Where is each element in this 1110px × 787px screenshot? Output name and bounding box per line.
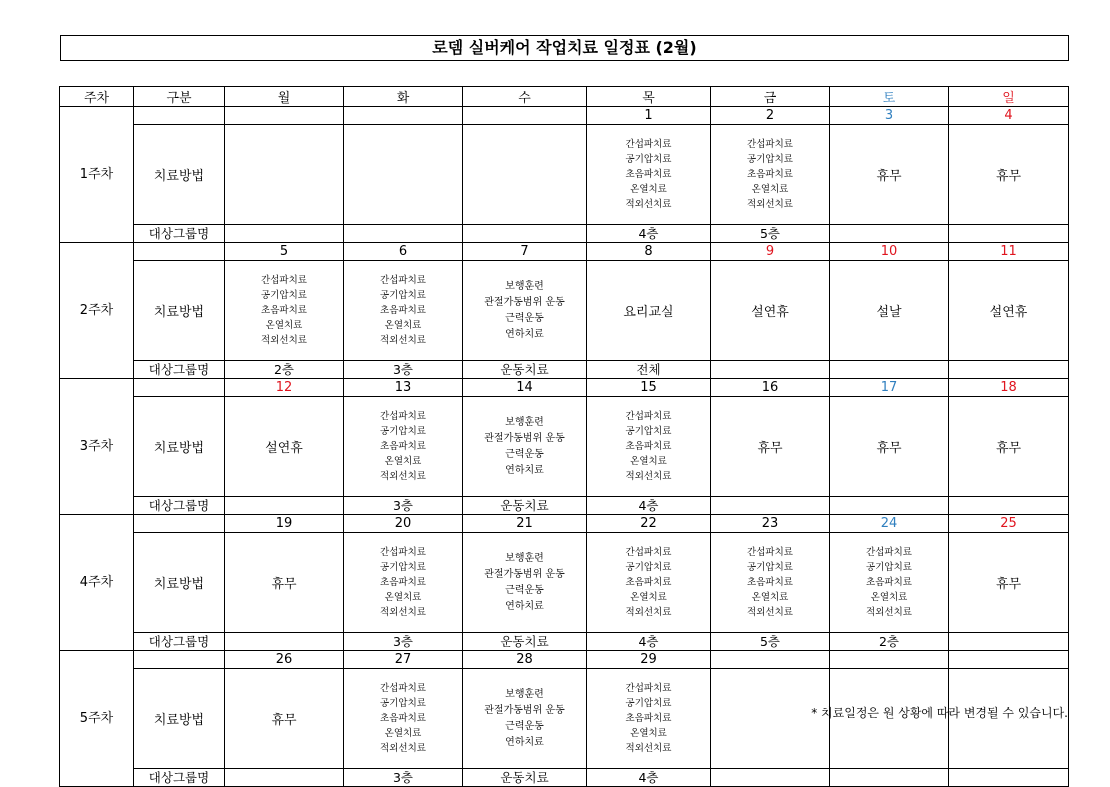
method-label: 치료방법 — [134, 397, 225, 497]
date-cell: 5 — [225, 243, 344, 261]
therapy-item: 간섭파치료 — [380, 683, 426, 694]
date-cell: 25 — [949, 515, 1069, 533]
group-label: 대상그룹명 — [134, 361, 225, 379]
therapy-item: 공기압치료 — [380, 426, 426, 437]
week-group-row — [60, 497, 1069, 515]
therapy-item: 보행훈련 — [505, 416, 544, 428]
group-cell — [830, 497, 949, 515]
therapy-item: 관절가동범위 운동 — [484, 568, 565, 580]
method-cell: 휴무 — [711, 397, 830, 497]
date-cell — [711, 651, 830, 669]
therapy-item: 연하치료 — [505, 736, 544, 748]
group-cell — [830, 361, 949, 379]
therapy-item: 온열치료 — [630, 184, 667, 195]
group-cell: 운동치료 — [463, 361, 587, 379]
therapy-item: 연하치료 — [505, 328, 544, 340]
method-label: 치료방법 — [134, 533, 225, 633]
method-cell — [463, 397, 587, 497]
therapy-item: 보행훈련 — [505, 280, 544, 292]
date-cell: 18 — [949, 379, 1069, 397]
date-row-category — [134, 379, 225, 397]
schedule-table — [59, 86, 1069, 787]
week-date-row — [60, 107, 1069, 125]
therapy-item: 보행훈련 — [505, 688, 544, 700]
therapy-item: 초음파치료 — [625, 713, 672, 724]
date-cell: 27 — [344, 651, 463, 669]
method-cell — [463, 125, 587, 225]
method-cell: 설연휴 — [949, 261, 1069, 361]
therapy-item: 연하치료 — [505, 600, 544, 612]
therapy-item: 간섭파치료 — [380, 547, 426, 558]
therapy-item: 공기압치료 — [747, 562, 793, 573]
week-date-row — [60, 515, 1069, 533]
therapy-item: 공기압치료 — [380, 698, 426, 709]
group-cell: 3층 — [344, 361, 463, 379]
group-cell — [225, 633, 344, 651]
method-cell — [344, 261, 463, 361]
therapy-item: 적외선치료 — [625, 199, 672, 210]
header-week: 주차 — [60, 87, 134, 107]
method-cell — [344, 397, 463, 497]
date-cell: 21 — [463, 515, 587, 533]
date-cell: 12 — [225, 379, 344, 397]
header-sun: 일 — [949, 87, 1069, 107]
week-date-row — [60, 243, 1069, 261]
therapy-item: 초음파치료 — [380, 713, 426, 724]
week-label: 1주차 — [60, 107, 134, 243]
header-wed: 수 — [463, 87, 587, 107]
group-label: 대상그룹명 — [134, 225, 225, 243]
header-mon: 월 — [225, 87, 344, 107]
therapy-item: 적외선치료 — [380, 743, 426, 754]
date-cell: 6 — [344, 243, 463, 261]
group-cell: 전체 — [587, 361, 711, 379]
therapy-item: 공기압치료 — [261, 290, 307, 301]
date-cell — [225, 107, 344, 125]
therapy-item: 관절가동범위 운동 — [484, 432, 565, 444]
header-tue: 화 — [344, 87, 463, 107]
date-cell: 4 — [949, 107, 1069, 125]
therapy-item: 간섭파치료 — [261, 275, 307, 286]
method-cell: 휴무 — [830, 397, 949, 497]
group-cell: 5층 — [711, 633, 830, 651]
therapy-item: 온열치료 — [751, 592, 789, 603]
method-cell — [225, 261, 344, 361]
week-label: 5주차 — [60, 651, 134, 787]
therapy-item: 초음파치료 — [380, 441, 426, 452]
therapy-item: 초음파치료 — [261, 305, 307, 316]
group-cell — [463, 225, 587, 243]
method-cell — [344, 669, 463, 769]
date-cell: 15 — [587, 379, 711, 397]
method-cell — [587, 669, 711, 769]
method-cell — [711, 125, 830, 225]
week-group-row — [60, 361, 1069, 379]
week-label: 2주차 — [60, 243, 134, 379]
group-cell: 운동치료 — [463, 769, 587, 787]
date-cell: 2 — [711, 107, 830, 125]
week-label: 3주차 — [60, 379, 134, 515]
method-cell — [711, 533, 830, 633]
date-cell: 29 — [587, 651, 711, 669]
week-method-row — [60, 125, 1069, 225]
date-cell: 10 — [830, 243, 949, 261]
therapy-item: 초음파치료 — [625, 577, 672, 588]
week-method-row — [60, 261, 1069, 361]
therapy-item: 간섭파치료 — [625, 411, 672, 422]
therapy-item: 공기압치료 — [625, 698, 672, 709]
method-cell — [344, 533, 463, 633]
page-title: 로뎀 실버케어 작업치료 일정표 (2월) — [60, 35, 1069, 61]
group-cell: 운동치료 — [463, 633, 587, 651]
therapy-item: 공기압치료 — [625, 562, 672, 573]
method-cell — [830, 533, 949, 633]
method-cell: 요리교실 — [587, 261, 711, 361]
therapy-item: 온열치료 — [265, 320, 303, 331]
therapy-item: 초음파치료 — [380, 577, 426, 588]
therapy-item: 간섭파치료 — [747, 139, 793, 150]
therapy-item: 적외선치료 — [380, 607, 426, 618]
therapy-item: 적외선치료 — [380, 335, 426, 346]
therapy-item: 초음파치료 — [866, 577, 912, 588]
week-date-row — [60, 379, 1069, 397]
group-cell: 3층 — [344, 633, 463, 651]
date-cell: 1 — [587, 107, 711, 125]
header-fri: 금 — [711, 87, 830, 107]
therapy-item: 온열치료 — [630, 592, 667, 603]
therapy-item: 적외선치료 — [380, 471, 426, 482]
method-label: 치료방법 — [134, 261, 225, 361]
date-cell: 28 — [463, 651, 587, 669]
therapy-item: 적외선치료 — [261, 335, 307, 346]
therapy-item: 근력운동 — [505, 720, 544, 732]
method-cell: 휴무 — [225, 669, 344, 769]
therapy-item: 초음파치료 — [747, 577, 793, 588]
group-cell — [949, 633, 1069, 651]
therapy-item: 온열치료 — [870, 592, 908, 603]
group-cell — [949, 225, 1069, 243]
therapy-item: 온열치료 — [384, 456, 422, 467]
group-cell: 5층 — [711, 225, 830, 243]
group-cell: 2층 — [225, 361, 344, 379]
therapy-item: 공기압치료 — [380, 562, 426, 573]
method-cell: 휴무 — [949, 533, 1069, 633]
therapy-item: 간섭파치료 — [625, 683, 672, 694]
date-cell — [344, 107, 463, 125]
method-cell — [587, 125, 711, 225]
method-cell: 휴무 — [949, 397, 1069, 497]
method-cell — [587, 397, 711, 497]
group-cell: 4층 — [587, 769, 711, 787]
therapy-item: 보행훈련 — [505, 552, 544, 564]
method-label: 치료방법 — [134, 669, 225, 769]
therapy-item: 간섭파치료 — [747, 547, 793, 558]
therapy-item: 공기압치료 — [380, 290, 426, 301]
therapy-item: 온열치료 — [751, 184, 789, 195]
method-cell: 휴무 — [225, 533, 344, 633]
therapy-item: 근력운동 — [505, 584, 544, 596]
header-thu: 목 — [587, 87, 711, 107]
date-cell: 11 — [949, 243, 1069, 261]
group-cell: 4층 — [587, 497, 711, 515]
date-cell: 24 — [830, 515, 949, 533]
therapy-item: 간섭파치료 — [625, 139, 672, 150]
therapy-item: 초음파치료 — [380, 305, 426, 316]
therapy-item: 온열치료 — [630, 456, 667, 467]
group-cell: 4층 — [587, 225, 711, 243]
week-date-row — [60, 651, 1069, 669]
group-cell: 3층 — [344, 497, 463, 515]
therapy-item: 연하치료 — [505, 464, 544, 476]
therapy-item: 관절가동범위 운동 — [484, 704, 565, 716]
date-cell: 3 — [830, 107, 949, 125]
group-label: 대상그룹명 — [134, 497, 225, 515]
method-cell — [344, 125, 463, 225]
group-cell: 3층 — [344, 769, 463, 787]
method-cell — [587, 533, 711, 633]
group-cell — [711, 497, 830, 515]
therapy-item: 간섭파치료 — [625, 547, 672, 558]
group-cell — [225, 497, 344, 515]
header-sat: 토 — [830, 87, 949, 107]
therapy-item: 적외선치료 — [625, 743, 672, 754]
date-cell: 23 — [711, 515, 830, 533]
date-cell: 9 — [711, 243, 830, 261]
date-row-category — [134, 515, 225, 533]
group-cell — [949, 361, 1069, 379]
date-row-category — [134, 107, 225, 125]
date-cell: 16 — [711, 379, 830, 397]
therapy-item: 간섭파치료 — [380, 411, 426, 422]
group-cell: 4층 — [587, 633, 711, 651]
week-method-row — [60, 533, 1069, 633]
method-cell — [225, 125, 344, 225]
date-cell: 22 — [587, 515, 711, 533]
group-label: 대상그룹명 — [134, 633, 225, 651]
group-label: 대상그룹명 — [134, 769, 225, 787]
method-cell — [463, 533, 587, 633]
method-cell — [463, 669, 587, 769]
group-cell — [830, 225, 949, 243]
therapy-item: 공기압치료 — [866, 562, 912, 573]
therapy-item: 적외선치료 — [625, 471, 672, 482]
week-method-row — [60, 397, 1069, 497]
header-category: 구분 — [134, 87, 225, 107]
date-cell: 7 — [463, 243, 587, 261]
therapy-item: 온열치료 — [630, 728, 667, 739]
group-cell: 2층 — [830, 633, 949, 651]
group-cell — [344, 225, 463, 243]
method-label: 치료방법 — [134, 125, 225, 225]
therapy-item: 초음파치료 — [747, 169, 793, 180]
method-cell: 설연휴 — [711, 261, 830, 361]
therapy-item: 근력운동 — [505, 448, 544, 460]
therapy-item: 관절가동범위 운동 — [484, 296, 565, 308]
date-cell — [830, 651, 949, 669]
week-label: 4주차 — [60, 515, 134, 651]
group-cell — [225, 225, 344, 243]
date-cell: 20 — [344, 515, 463, 533]
date-row-category — [134, 651, 225, 669]
group-cell — [711, 361, 830, 379]
therapy-item: 공기압치료 — [625, 154, 672, 165]
method-cell — [463, 261, 587, 361]
group-cell — [949, 497, 1069, 515]
date-cell: 8 — [587, 243, 711, 261]
therapy-item: 초음파치료 — [625, 441, 672, 452]
method-cell: 설연휴 — [225, 397, 344, 497]
date-cell: 26 — [225, 651, 344, 669]
therapy-item: 적외선치료 — [866, 607, 912, 618]
therapy-item: 근력운동 — [505, 312, 544, 324]
date-cell: 17 — [830, 379, 949, 397]
therapy-item: 온열치료 — [384, 728, 422, 739]
therapy-item: 적외선치료 — [747, 199, 793, 210]
therapy-item: 간섭파치료 — [380, 275, 426, 286]
therapy-item: 간섭파치료 — [866, 547, 912, 558]
method-cell: 설날 — [830, 261, 949, 361]
method-cell: 휴무 — [830, 125, 949, 225]
therapy-item: 공기압치료 — [625, 426, 672, 437]
date-cell: 14 — [463, 379, 587, 397]
date-cell — [463, 107, 587, 125]
week-group-row — [60, 633, 1069, 651]
method-cell: 휴무 — [949, 125, 1069, 225]
therapy-item: 초음파치료 — [625, 169, 672, 180]
week-group-row — [60, 225, 1069, 243]
date-cell — [949, 651, 1069, 669]
therapy-item: 공기압치료 — [747, 154, 793, 165]
header-row — [60, 87, 1069, 107]
date-row-category — [134, 243, 225, 261]
therapy-item: 온열치료 — [384, 592, 422, 603]
therapy-item: 적외선치료 — [625, 607, 672, 618]
therapy-item: 적외선치료 — [747, 607, 793, 618]
date-cell: 19 — [225, 515, 344, 533]
group-cell: 운동치료 — [463, 497, 587, 515]
schedule-note: * 치료일정은 원 상황에 따라 변경될 수 있습니다. — [811, 706, 1068, 720]
therapy-item: 온열치료 — [384, 320, 422, 331]
date-cell: 13 — [344, 379, 463, 397]
